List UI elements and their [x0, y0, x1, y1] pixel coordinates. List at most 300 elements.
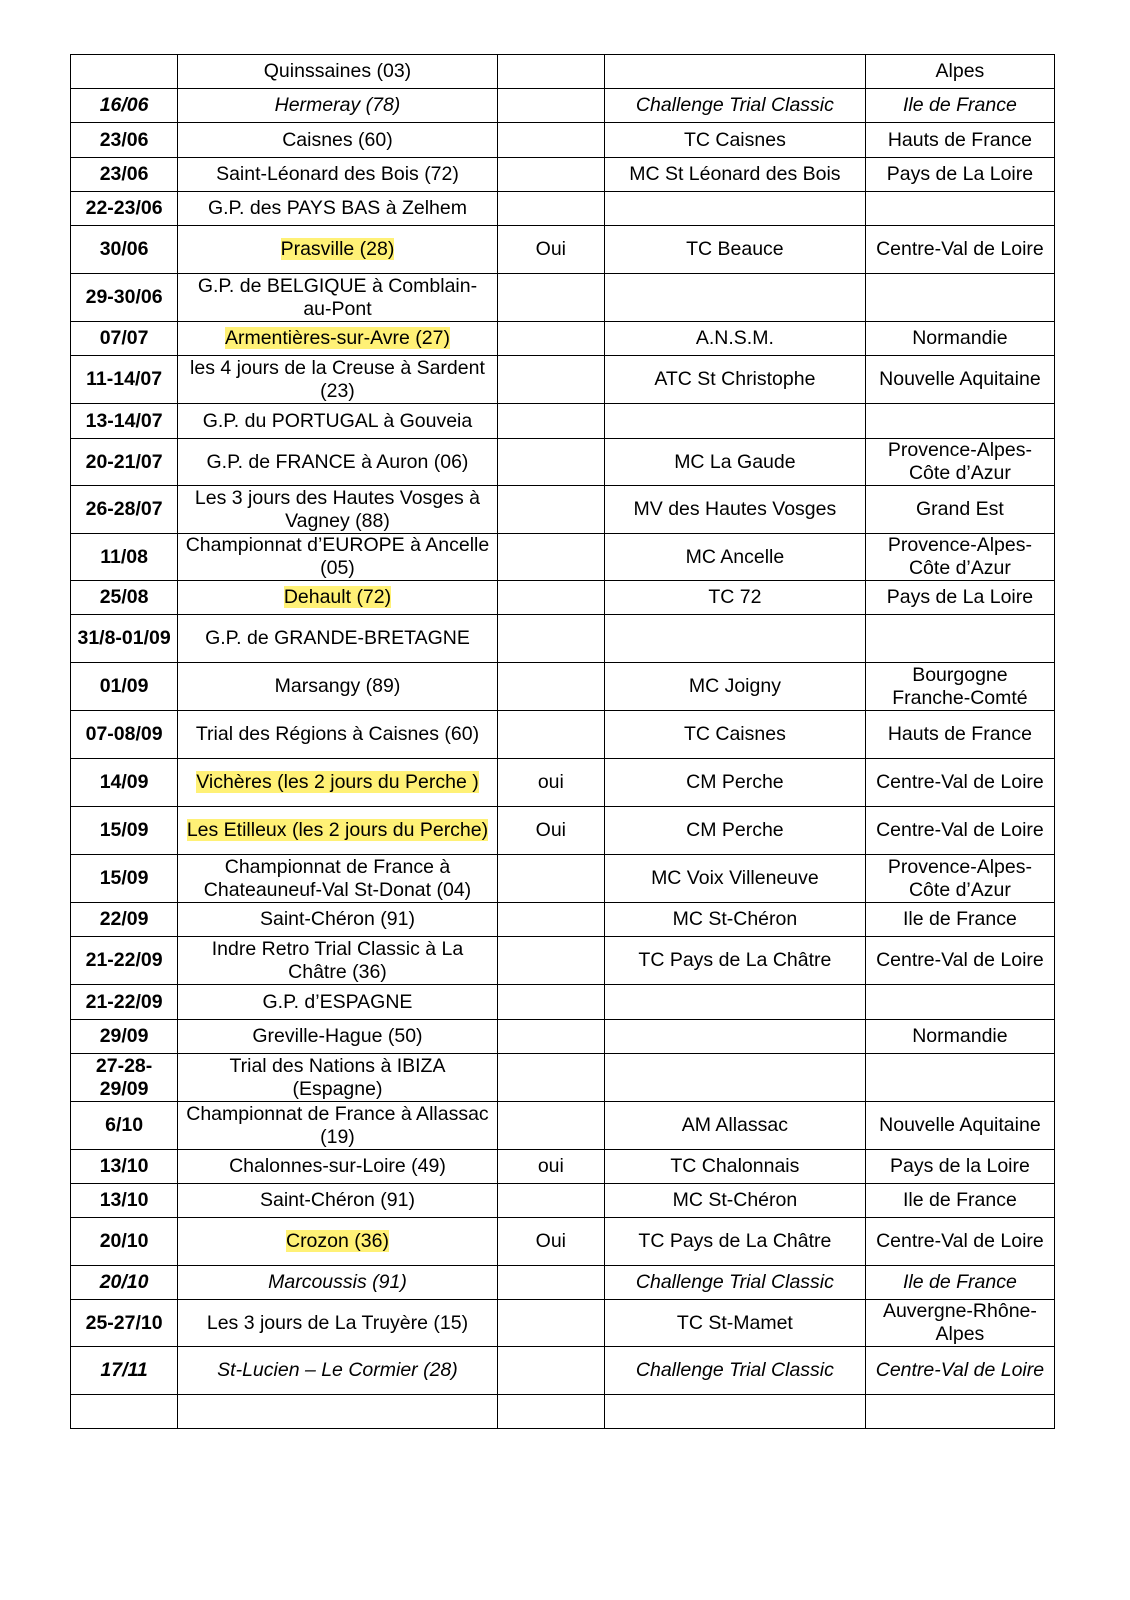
region-text: Normandie	[912, 1025, 1008, 1047]
club-cell	[604, 1266, 865, 1300]
region-cell	[865, 322, 1054, 356]
club-text: CM Perche	[686, 819, 784, 841]
region-cell	[865, 404, 1054, 439]
date-cell	[71, 89, 178, 123]
date-cell	[71, 226, 178, 274]
flag-cell	[497, 615, 604, 663]
club-cell	[604, 486, 865, 534]
region-cell	[865, 1054, 1054, 1102]
event-cell	[178, 1300, 498, 1347]
date-text: 20/10	[99, 1271, 149, 1293]
date-text: 15/09	[99, 819, 149, 841]
event-text: Saint-Léonard des Bois (72)	[216, 163, 459, 185]
club-cell	[604, 855, 865, 903]
event-text: Marcoussis (91)	[268, 1271, 407, 1293]
date-cell	[71, 937, 178, 985]
region-text: Normandie	[912, 327, 1008, 349]
club-cell	[604, 192, 865, 226]
club-text: TC Caisnes	[683, 128, 786, 151]
date-text: 27-28-29/09	[95, 1054, 153, 1100]
event-cell	[178, 89, 498, 123]
table-row	[71, 1150, 1055, 1184]
date-cell	[71, 1020, 178, 1054]
club-text: TC Pays de La Châtre	[638, 1230, 832, 1252]
table-row	[71, 1347, 1055, 1395]
event-cell	[178, 1020, 498, 1054]
club-cell	[604, 1150, 865, 1184]
event-cell	[178, 404, 498, 439]
table-row	[71, 581, 1055, 615]
event-cell	[178, 581, 498, 615]
club-cell	[604, 711, 865, 759]
flag-cell	[497, 322, 604, 356]
date-text: 11-14/07	[86, 368, 163, 390]
region-cell	[865, 89, 1054, 123]
event-cell	[178, 1150, 498, 1184]
date-cell	[71, 1266, 178, 1300]
event-cell	[178, 615, 498, 663]
date-cell	[71, 1184, 178, 1218]
event-text: Crozon (36)	[285, 1230, 389, 1252]
table-row	[71, 985, 1055, 1020]
table-row	[71, 158, 1055, 192]
flag-cell	[497, 855, 604, 903]
event-cell	[178, 322, 498, 356]
date-text: 26-28/07	[85, 498, 163, 520]
club-text: ATC St Christophe	[654, 368, 816, 390]
region-text: Auvergne-Rhône-Alpes	[882, 1300, 1037, 1345]
region-cell	[865, 937, 1054, 985]
region-text: Centre-Val de Loire	[876, 238, 1044, 260]
date-cell	[71, 711, 178, 759]
region-text: Bourgogne Franche-Comté	[892, 663, 1028, 709]
flag-cell	[497, 1150, 604, 1184]
region-text: Ile de France	[903, 908, 1017, 930]
date-text: 22/09	[99, 908, 149, 930]
region-text: Pays de la Loire	[890, 1155, 1030, 1177]
event-cell	[178, 55, 498, 89]
club-cell	[604, 903, 865, 937]
date-text: 15/09	[99, 867, 149, 889]
date-cell	[71, 1054, 178, 1102]
region-cell	[865, 711, 1054, 759]
flag-cell	[497, 534, 604, 581]
date-cell	[71, 581, 178, 615]
region-cell	[865, 55, 1054, 89]
region-text: Grand Est	[916, 498, 1004, 520]
table-row	[71, 1020, 1055, 1054]
flag-cell	[497, 807, 604, 855]
club-cell	[604, 55, 865, 89]
event-cell	[178, 903, 498, 937]
event-text: Greville-Hague (50)	[252, 1025, 423, 1047]
event-text: Armentières-sur-Avre (27)	[224, 327, 450, 349]
club-text: MC Voix Villeneuve	[651, 867, 819, 889]
date-cell	[71, 759, 178, 807]
event-cell	[178, 356, 498, 404]
table-row	[71, 615, 1055, 663]
club-cell	[604, 158, 865, 192]
event-text: Chalonnes-sur-Loire (49)	[229, 1155, 446, 1177]
event-text: G.P. de BELGIQUE à Comblain-au-Pont	[197, 274, 478, 320]
date-text: 14/09	[99, 771, 149, 793]
date-text: 31/8-01/09	[77, 627, 171, 649]
date-cell	[71, 985, 178, 1020]
event-text: G.P. de GRANDE-BRETAGNE	[205, 627, 470, 649]
table-row	[71, 192, 1055, 226]
flag-cell	[497, 192, 604, 226]
date-text: 25/08	[99, 586, 149, 608]
region-cell	[865, 581, 1054, 615]
region-cell	[865, 274, 1054, 322]
event-cell	[178, 534, 498, 581]
table-row	[71, 123, 1055, 158]
region-cell	[865, 439, 1054, 486]
date-cell	[71, 807, 178, 855]
table-row	[71, 89, 1055, 123]
club-cell	[604, 581, 865, 615]
date-cell	[71, 903, 178, 937]
event-cell	[178, 985, 498, 1020]
date-text: 21-22/09	[85, 949, 163, 971]
flag-cell	[497, 486, 604, 534]
flag-cell	[497, 123, 604, 158]
club-text: Challenge Trial Classic	[635, 1359, 834, 1381]
event-cell	[178, 855, 498, 903]
event-cell	[178, 274, 498, 322]
region-text: Ile de France	[903, 1271, 1017, 1293]
date-text: 13/10	[99, 1155, 149, 1177]
club-cell	[604, 534, 865, 581]
flag-cell	[497, 1266, 604, 1300]
event-cell	[178, 1395, 498, 1429]
event-text: G.P. du PORTUGAL à Gouveia	[202, 409, 473, 432]
date-cell	[71, 1395, 178, 1429]
event-cell	[178, 1054, 498, 1102]
date-text: 13/10	[99, 1189, 149, 1211]
region-text: Centre-Val de Loire	[876, 1230, 1044, 1252]
region-cell	[865, 615, 1054, 663]
region-cell	[865, 903, 1054, 937]
club-cell	[604, 807, 865, 855]
table-row	[71, 55, 1055, 89]
club-cell	[604, 1395, 865, 1429]
event-text: Quinssaines (03)	[263, 60, 412, 82]
table-row	[71, 274, 1055, 322]
event-cell	[178, 123, 498, 158]
event-text: G.P. des PAYS BAS à Zelhem	[207, 197, 467, 219]
date-text: 22-23/06	[85, 197, 163, 219]
club-cell	[604, 226, 865, 274]
date-text: 25-27/10	[85, 1311, 163, 1334]
region-cell	[865, 534, 1054, 581]
flag-cell	[497, 1102, 604, 1150]
date-cell	[71, 1347, 178, 1395]
flag-cell	[497, 1300, 604, 1347]
region-text: Ile de France	[903, 1189, 1017, 1211]
table-row	[71, 486, 1055, 534]
event-cell	[178, 158, 498, 192]
event-text: Caisnes (60)	[282, 128, 393, 151]
table-row	[71, 226, 1055, 274]
region-text: Hauts de France	[887, 128, 1032, 151]
table-row	[71, 1184, 1055, 1218]
club-text: TC St-Mamet	[676, 1311, 793, 1334]
club-text: A.N.S.M.	[695, 327, 774, 349]
region-text: Nouvelle Aquitaine	[879, 368, 1041, 390]
date-text: 20-21/07	[85, 450, 163, 473]
table-row	[71, 937, 1055, 985]
date-cell	[71, 615, 178, 663]
region-cell	[865, 663, 1054, 711]
table-row	[71, 439, 1055, 486]
date-text: 6/10	[105, 1114, 144, 1136]
date-cell	[71, 1150, 178, 1184]
flag-cell	[497, 1054, 604, 1102]
event-cell	[178, 1347, 498, 1395]
club-text: Challenge Trial Classic	[635, 1271, 834, 1293]
date-cell	[71, 855, 178, 903]
region-text: Centre-Val de Loire	[875, 1359, 1045, 1381]
date-cell	[71, 55, 178, 89]
date-text: 07-08/09	[85, 723, 163, 745]
flag-cell	[497, 226, 604, 274]
region-text: Pays de La Loire	[886, 163, 1034, 185]
calendar-body	[71, 55, 1055, 1429]
event-text: Marsangy (89)	[274, 675, 401, 697]
region-cell	[865, 158, 1054, 192]
table-row	[71, 356, 1055, 404]
region-cell	[865, 1150, 1054, 1184]
date-text: 23/06	[99, 128, 149, 151]
flag-cell	[497, 759, 604, 807]
flag-cell	[497, 274, 604, 322]
event-cell	[178, 192, 498, 226]
event-text: Saint-Chéron (91)	[259, 908, 415, 930]
club-text: TC Pays de La Châtre	[638, 949, 832, 971]
region-cell	[865, 123, 1054, 158]
date-cell	[71, 663, 178, 711]
club-text: MC St Léonard des Bois	[629, 163, 841, 185]
date-cell	[71, 192, 178, 226]
event-text: Trial des Nations à IBIZA (Espagne)	[229, 1054, 446, 1100]
date-text: 17/11	[100, 1359, 148, 1381]
date-text: 11/08	[100, 545, 148, 568]
flag-cell	[497, 404, 604, 439]
region-text: Hauts de France	[887, 723, 1032, 745]
club-cell	[604, 1218, 865, 1266]
club-text: CM Perche	[686, 771, 784, 793]
event-text: Les Etilleux (les 2 jours du Perche)	[186, 819, 489, 841]
event-text: Les 3 jours des Hautes Vosges à Vagney (88)	[194, 486, 481, 532]
flag-cell	[497, 439, 604, 486]
region-cell	[865, 192, 1054, 226]
region-text: Centre-Val de Loire	[876, 949, 1044, 971]
date-text: 16/06	[99, 94, 149, 116]
flag-text: oui	[537, 771, 564, 793]
club-cell	[604, 937, 865, 985]
event-cell	[178, 937, 498, 985]
region-cell	[865, 1218, 1054, 1266]
event-text: Les 3 jours de La Truyère (15)	[206, 1311, 469, 1334]
flag-cell	[497, 1347, 604, 1395]
region-cell	[865, 226, 1054, 274]
event-text: G.P. d’ESPAGNE	[262, 990, 413, 1013]
date-cell	[71, 274, 178, 322]
event-cell	[178, 759, 498, 807]
club-cell	[604, 1184, 865, 1218]
event-text: les 4 jours de la Creuse à Sardent (23)	[190, 356, 485, 402]
club-text: MV des Hautes Vosges	[633, 498, 837, 520]
event-text: Saint-Chéron (91)	[259, 1189, 415, 1211]
calendar-table	[70, 54, 1055, 1429]
table-row	[71, 534, 1055, 581]
club-cell	[604, 274, 865, 322]
table-row	[71, 855, 1055, 903]
table-row	[71, 404, 1055, 439]
club-cell	[604, 89, 865, 123]
club-cell	[604, 356, 865, 404]
region-text: Provence-Alpes-Côte d’Azur	[887, 439, 1032, 484]
event-text: Prasville (28)	[280, 238, 395, 260]
event-cell	[178, 226, 498, 274]
region-cell	[865, 985, 1054, 1020]
club-text: TC 72	[708, 586, 762, 608]
region-text: Provence-Alpes-Côte d’Azur	[887, 534, 1032, 579]
event-cell	[178, 711, 498, 759]
flag-cell	[497, 89, 604, 123]
table-row	[71, 1218, 1055, 1266]
date-cell	[71, 322, 178, 356]
date-cell	[71, 1218, 178, 1266]
flag-cell	[497, 581, 604, 615]
club-text: MC Joigny	[688, 675, 781, 697]
club-cell	[604, 759, 865, 807]
table-row	[71, 663, 1055, 711]
event-text: Championnat de France à Chateauneuf-Val St-Donat (04)	[203, 855, 472, 901]
date-cell	[71, 439, 178, 486]
date-cell	[71, 1102, 178, 1150]
flag-text: Oui	[535, 1230, 567, 1252]
club-cell	[604, 1347, 865, 1395]
flag-cell	[497, 1395, 604, 1429]
date-cell	[71, 1300, 178, 1347]
flag-cell	[497, 903, 604, 937]
flag-cell	[497, 158, 604, 192]
event-text: Championnat de France à Allassac (19)	[186, 1102, 489, 1148]
date-text: 23/06	[99, 163, 149, 185]
table-row	[71, 903, 1055, 937]
event-cell	[178, 439, 498, 486]
club-cell	[604, 404, 865, 439]
club-cell	[604, 985, 865, 1020]
club-text: MC La Gaude	[674, 450, 796, 473]
event-text: Hermeray (78)	[274, 94, 401, 116]
region-cell	[865, 486, 1054, 534]
region-text: Centre-Val de Loire	[876, 819, 1044, 841]
event-text: Vichères (les 2 jours du Perche )	[196, 771, 479, 793]
flag-text: Oui	[535, 238, 567, 260]
flag-text: Oui	[535, 819, 567, 841]
event-cell	[178, 486, 498, 534]
event-text: Dehault (72)	[283, 586, 392, 608]
club-cell	[604, 615, 865, 663]
date-cell	[71, 534, 178, 581]
event-cell	[178, 663, 498, 711]
club-text: AM Allassac	[681, 1114, 788, 1136]
region-cell	[865, 1395, 1054, 1429]
date-cell	[71, 486, 178, 534]
club-cell	[604, 663, 865, 711]
event-text: Indre Retro Trial Classic à La Châtre (36)	[211, 937, 464, 983]
club-cell	[604, 1300, 865, 1347]
flag-text: oui	[537, 1155, 564, 1177]
club-text: MC St-Chéron	[672, 1189, 798, 1211]
table-row	[71, 1054, 1055, 1102]
club-cell	[604, 1054, 865, 1102]
club-text: MC St-Chéron	[672, 908, 798, 930]
flag-cell	[497, 356, 604, 404]
date-text: 29-30/06	[85, 286, 163, 308]
club-cell	[604, 1020, 865, 1054]
club-text: Challenge Trial Classic	[635, 94, 834, 116]
region-cell	[865, 1184, 1054, 1218]
date-text: 07/07	[99, 327, 149, 349]
flag-cell	[497, 1020, 604, 1054]
event-cell	[178, 1266, 498, 1300]
region-cell	[865, 807, 1054, 855]
date-text: 01/09	[99, 675, 149, 697]
flag-cell	[497, 1184, 604, 1218]
region-cell	[865, 855, 1054, 903]
region-text: Provence-Alpes-Côte d’Azur	[887, 855, 1032, 901]
event-cell	[178, 1184, 498, 1218]
club-cell	[604, 322, 865, 356]
event-text: G.P. de FRANCE à Auron (06)	[206, 450, 469, 473]
table-row	[71, 1300, 1055, 1347]
date-text: 29/09	[99, 1025, 149, 1047]
event-cell	[178, 1218, 498, 1266]
event-cell	[178, 1102, 498, 1150]
club-text: TC Chalonnais	[670, 1155, 800, 1177]
date-cell	[71, 123, 178, 158]
flag-cell	[497, 937, 604, 985]
table-row	[71, 1395, 1055, 1429]
region-text: Alpes	[935, 60, 985, 82]
table-row	[71, 322, 1055, 356]
date-text: 20/10	[99, 1230, 149, 1252]
club-text: MC Ancelle	[685, 545, 785, 568]
region-cell	[865, 1266, 1054, 1300]
flag-cell	[497, 1218, 604, 1266]
region-text: Centre-Val de Loire	[876, 771, 1044, 793]
date-cell	[71, 404, 178, 439]
table-row	[71, 1102, 1055, 1150]
region-cell	[865, 356, 1054, 404]
event-text: Championnat d’EUROPE à Ancelle (05)	[185, 534, 490, 579]
table-row	[71, 759, 1055, 807]
region-text: Ile de France	[903, 94, 1017, 116]
flag-cell	[497, 55, 604, 89]
date-cell	[71, 356, 178, 404]
flag-cell	[497, 711, 604, 759]
region-cell	[865, 1102, 1054, 1150]
club-cell	[604, 439, 865, 486]
flag-cell	[497, 985, 604, 1020]
club-cell	[604, 123, 865, 158]
region-cell	[865, 1020, 1054, 1054]
region-cell	[865, 1300, 1054, 1347]
